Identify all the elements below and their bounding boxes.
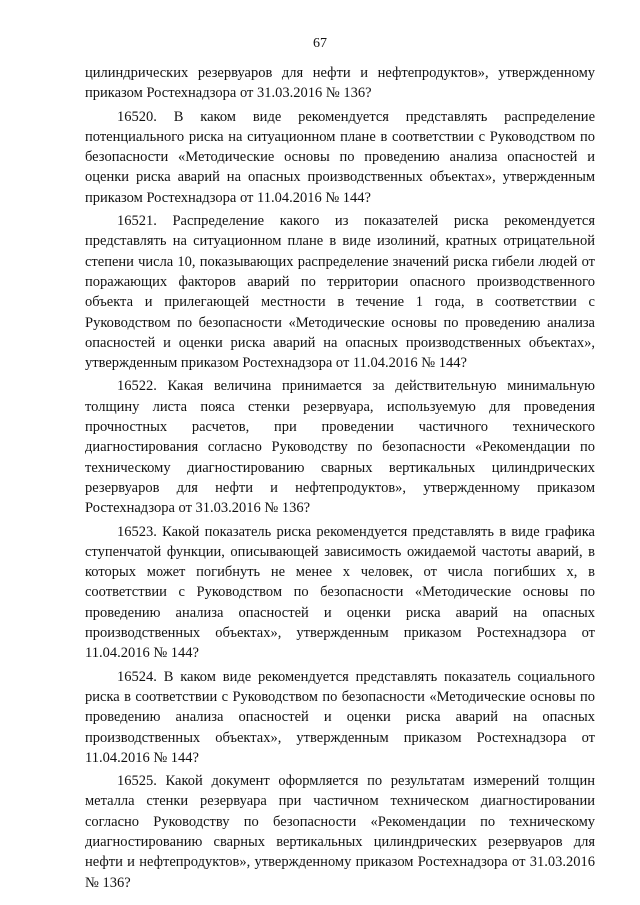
paragraph-continuation: цилиндрических резервуаров для нефти и нефтепродуктов», утвержденному приказом Ростехнадзора от 31.03.2016 № 136? — [85, 65, 595, 102]
question-16523: 16523. Какой показатель риска рекомендуется представлять в виде графика ступенчатой функции, описывающей зависимость ожидаемой частоты аварий, в которых может погибнуть не менее x человек, от числа погибших x, в соответствии с Руководством по безопасности «Методические основы по проведению анализа опасностей и оценки риска аварий на опасных производственных объектах», утвержденным приказом Ростехнадзора от 11.04.2016 № 144? — [85, 523, 595, 662]
document-body — [85, 63, 595, 893]
question-16525: 16525. Какой документ оформляется по результатам измерений толщин металла стенки резервуара при частичном техническом диагностировании согласно Руководству по безопасности «Рекомендации по техническому диагностированию сварных вертикальных цилиндрических резервуаров для нефти и нефтепродуктов», утвержденному приказом Ростехнадзора от 31.03.2016 № 136? — [85, 773, 595, 891]
question-16520: 16520. В каком виде рекомендуется представлять распределение потенциального риска на ситуационном плане в соответствии с Руководством по безопасности «Методические основы по проведению анализа опасностей и оценки риска аварий на опасных производственных объектах», утвержденным приказом Ростехнадзора от 11.04.2016 № 144? — [85, 108, 595, 206]
page-number: 67 — [313, 36, 327, 51]
question-16522: 16522. Какая величина принимается за действительную минимальную толщину листа пояса стенки резервуара, используемую для проведения прочностных расчетов, при проведении частичного технического диагностирования согласно Руководству по безопасности «Рекомендации по техническому диагностированию сварных вертикальных цилиндрических резервуаров для нефти и нефтепродуктов», утвержденному приказом Ростехнадзора от 31.03.2016 № 136? — [85, 378, 595, 517]
question-16521: 16521. Распределение какого из показателей риска рекомендуется представлять на ситуационном плане в виде изолиний, кратных отрицательной степени числа 10, показывающих распределение значений риска гибели людей от поражающих факторов аварий по территории опасного производственного объекта и прилегающей местности в течение 1 года, в соответствии с Руководством по безопасности «Методические основы по проведению анализа опасностей и оценки риска аварий на опасных производственных объектах», утвержденным приказом Ростехнадзора от 11.04.2016 № 144? — [85, 213, 595, 372]
question-16524: 16524. В каком виде рекомендуется представлять показатель социального риска в соответствии с Руководством по безопасности «Методические основы по проведению анализа опасностей и оценки риска аварий на опасных производственных объектах», утвержденным приказом Ростехнадзора от 11.04.2016 № 144? — [85, 668, 595, 766]
